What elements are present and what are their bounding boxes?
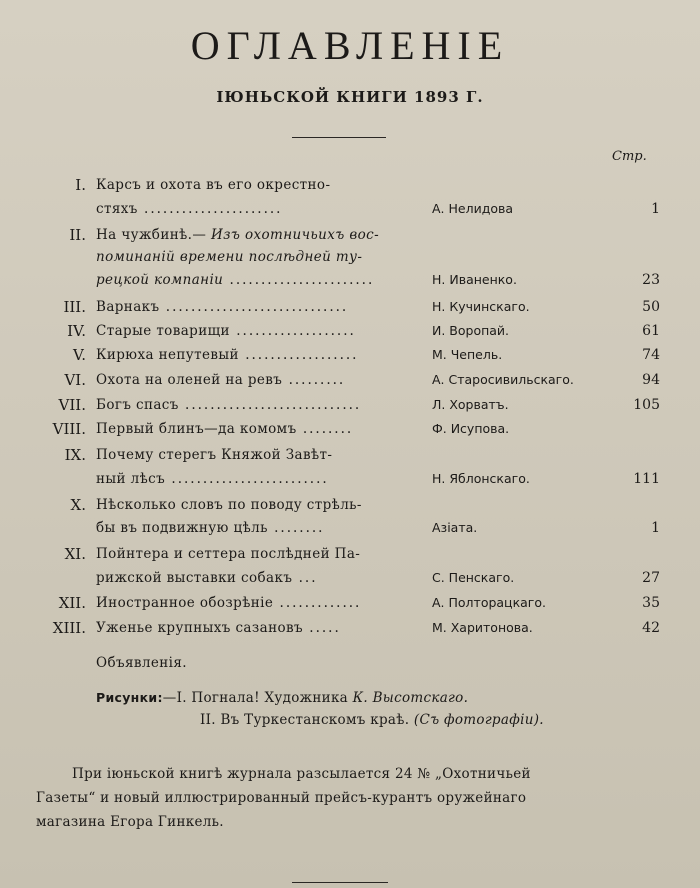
toc-author: И. Воропай. [432,323,510,338]
toc-author: Н. Кучинскаго. [432,299,530,314]
toc-page: 50 [642,299,660,315]
toc-page: 94 [642,372,660,388]
toc-title-line: Кирюха непутевый .................. [96,347,359,363]
toc-title-line: поминаній времени послѣдней ту- [96,249,363,265]
toc-author: Ф. Исупова. [432,421,510,436]
toc-title-line: Варнакъ ............................. [96,299,349,315]
toc-title-line: Пойнтера и сеттера послѣдней Па- [96,546,361,562]
toc-page: 1 [651,201,660,217]
toc-title-line: Уженье крупныхъ сазановъ ..... [96,620,341,636]
toc-number: X. [70,496,86,514]
toc-number: III. [63,298,86,316]
toc-number: VIII. [52,420,86,438]
toc-title-line: Нѣсколько словъ по поводу стрѣль- [96,497,362,513]
toc-title-line: рижской выставки собакъ ... [96,570,318,586]
toc-number: II. [69,226,86,244]
toc-page: 74 [642,347,660,363]
note-line: При іюньской книгѣ журнала разсылается 24 № „Охотничьей [72,766,531,782]
toc-title-line: Карсъ и охота въ его окрестно- [96,177,331,193]
toc-author: Азіата. [432,520,478,535]
toc-author: А. Полторацкаго. [432,595,546,610]
toc-author: А. Нелидова [432,201,514,216]
toc-author: С. Пенскаго. [432,570,515,585]
toc-author: Н. Иваненко. [432,272,517,287]
pictures-line-1: Рисунки:—I. Погнала! Художника К. Высотскаго. [96,690,469,706]
toc-title-line: Старые товарищи ................... [96,323,356,339]
toc-number: I. [75,176,86,194]
toc-author: А. Старосивильскаго. [432,372,574,387]
toc-title-line: стяхъ ...................... [96,201,283,217]
toc-author: М. Чепель. [432,347,503,362]
page-subtitle: ІЮНЬСКОЙ КНИГИ 1893 Г. [216,88,484,106]
toc-title-line: Почему стерегъ Княжой Завѣт- [96,447,333,463]
page-title: ОГЛАВЛЕНІЕ [190,23,510,68]
toc-page: 1 [651,520,660,536]
toc-page: 111 [633,471,660,487]
toc-title-line: Первый блинъ—да комомъ ........ [96,421,354,437]
toc-number: XIII. [52,619,86,637]
toc-author: Л. Хорватъ. [432,397,509,412]
toc-author: М. Харитонова. [432,620,533,635]
toc-page: 27 [642,570,660,586]
toc-page: 42 [642,620,660,636]
note-line: Газеты“ и новый иллюстрированный прейсъ-курантъ оружейнаго [36,790,527,806]
pictures-line-2: II. Въ Туркестанскомъ краѣ. (Съ фотографіи). [200,712,544,728]
toc-title-line: На чужбинѣ.— Изъ охотничьихъ вос- [96,227,380,243]
toc-title-line: бы въ подвижную цѣль ........ [96,520,325,536]
toc-title-line: рецкой компаніи ....................... [96,272,375,288]
pictures-label: Рисунки: [96,690,163,705]
distribution-note [36,762,672,834]
toc-title-line: Охота на оленей на ревъ ......... [96,372,346,388]
toc-number: VII. [58,396,86,414]
toc-page: 23 [642,272,660,288]
toc-number: VI. [64,371,86,389]
toc-page: 35 [642,595,660,611]
toc-page: 105 [633,397,660,413]
toc-title-line: ный лѣсъ ......................... [96,471,329,487]
toc-author: Н. Яблонскаго. [432,471,530,486]
toc-number: XII. [58,594,86,612]
toc-number: V. [73,346,86,364]
toc-number: IV. [67,322,86,340]
divider-bottom [292,882,388,883]
toc-page: 61 [642,323,660,339]
toc-number: IX. [64,446,86,464]
toc-title-line: Богъ спасъ ............................ [96,397,362,413]
advertisements-entry: Объявленія. [96,655,187,671]
toc-number: XI. [64,545,86,563]
note-line: магазина Егора Гинкель. [36,814,224,830]
page-column-header: Стр. [612,149,647,164]
toc-title-line: Иностранное обозрѣніе ............. [96,595,362,611]
